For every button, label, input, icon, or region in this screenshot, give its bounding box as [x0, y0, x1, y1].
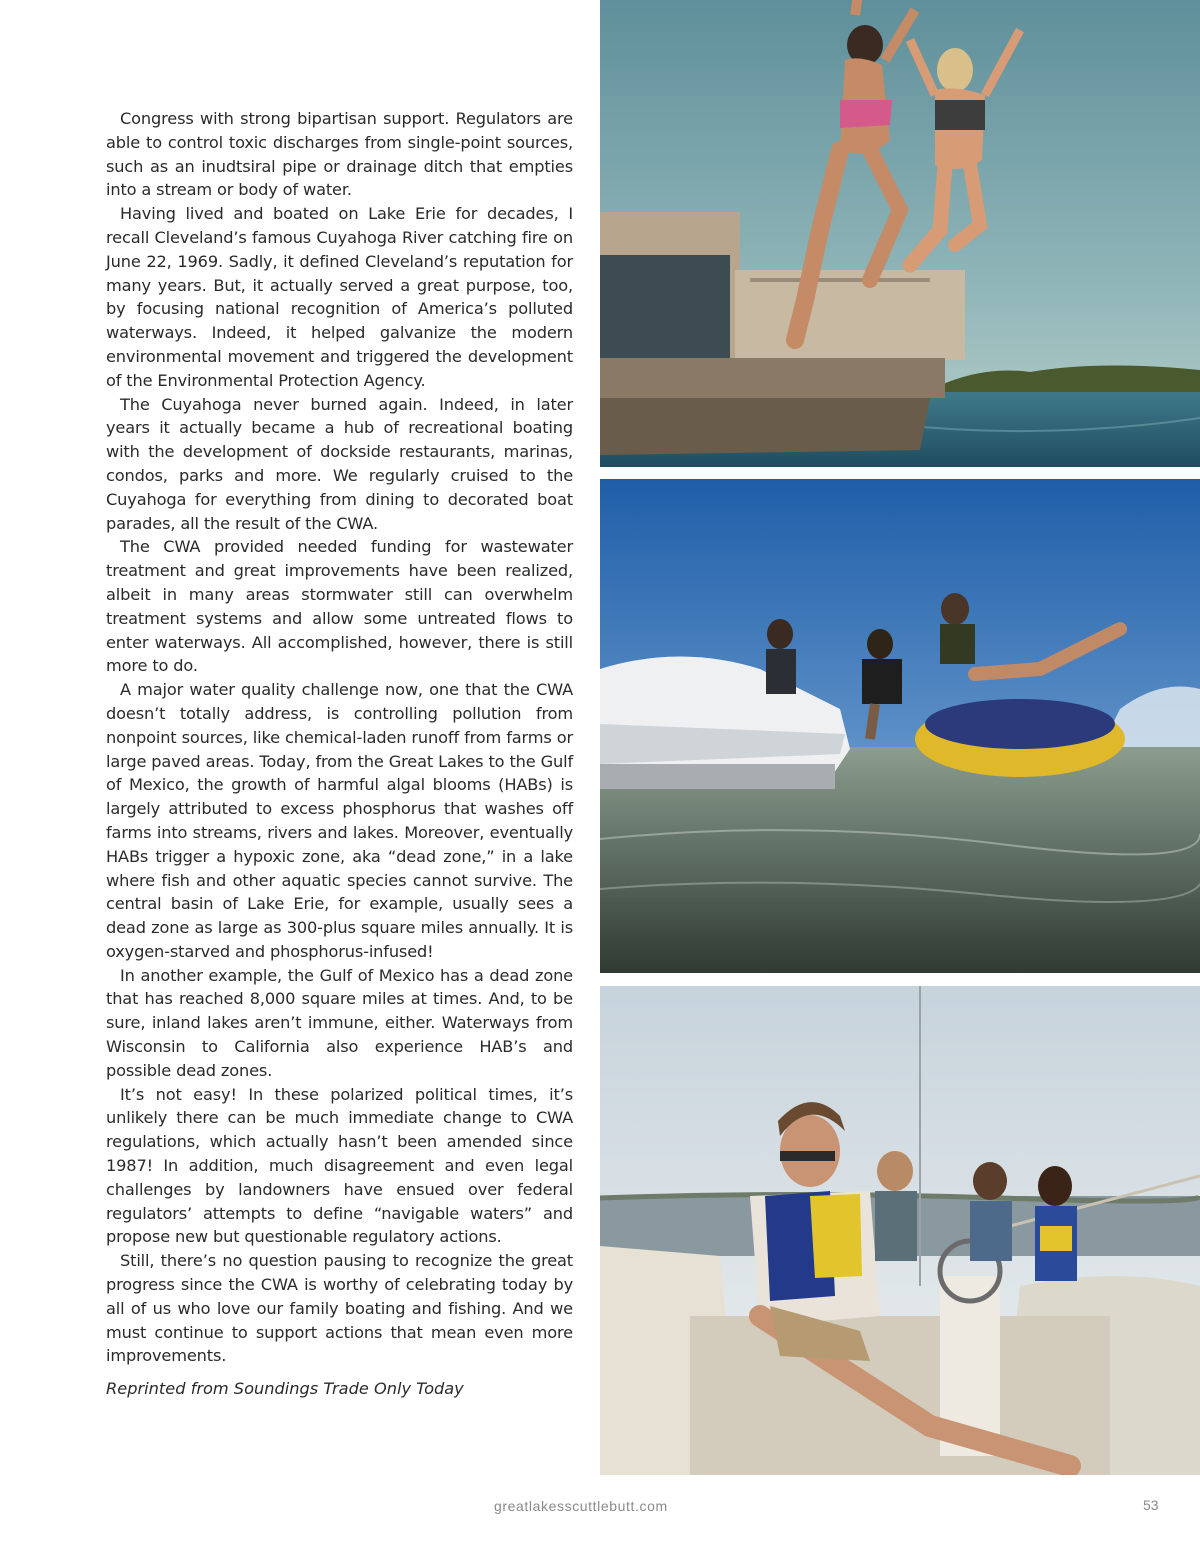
article-paragraph-7: It’s not easy! In these polarized political times, it’s unlikely there can be much immediate change to CWA regulations, which actually hasn’t been amended since 1987! In addition, much disagreement and even legal challenges by landowners have ensued over federal regulators’ attempts to define “navigable waters” and propose new but questionable regulatory actions. [106, 1084, 573, 1247]
article-paragraph-2: Having lived and boated on Lake Erie for decades, I recall Cleveland’s famous Cuyahoga River catching fire on June 22, 1969. Sadly, it defined Cleveland’s reputation for many years. But, it actually served a great purpose, too, by focusing national recognition of America’s polluted waterways. Indeed, it helped galvanize the modern environmental movement and triggered the development of the Environmental Protection Agency. [106, 204, 573, 390]
footer-website-url: greatlakesscuttlebutt.com [494, 1498, 668, 1514]
page-number: 53 [1143, 1497, 1159, 1513]
photo-tube-jump [600, 479, 1200, 973]
article-paragraph-4: The CWA provided needed funding for wastewater treatment and great improvements have been realized, albeit in many areas stormwater still can overwhelm treatment systems and allow some untreated flows to enter waterways. All accomplished, however, there is still more to do. [106, 537, 573, 676]
article-paragraph-3: The Cuyahoga never burned again. Indeed, in later years it actually became a hub of recreational boating with the development of dockside restaurants, marinas, condos, parks and more. We regularly cruised to the Cuyahoga for everything from dining to decorated boat parades, all the result of the CWA. [106, 394, 573, 533]
article-paragraph-1: Congress with strong bipartisan support. Regulators are able to control toxic discharges from single-point sources, such as an inudtsiral pipe or drainage ditch that empties into a stream or body of water. [106, 109, 573, 200]
photo-sailing-family [600, 986, 1200, 1475]
article-paragraph-5: A major water quality challenge now, one that the CWA doesn’t totally address, is controlling pollution from nonpoint sources, like chemical-laden runoff from farms or large paved areas. Today, from the Great Lakes to the Gulf of Mexico, the growth of harmful algal blooms (HABs) is largely attributed to excess phosphorus that washes off farms into streams, rivers and lakes. Moreover, eventually HABs trigger a hypoxic zone, aka “dead zone,” in a lake where fish and other aquatic species cannot survive. The central basin of Lake Erie, for example, usually sees a dead zone as large as 300-plus square miles annually. It is oxygen-starved and phosphorus-infused! [106, 680, 573, 961]
article-paragraph-6: In another example, the Gulf of Mexico has a dead zone that has reached 8,000 square miles at times. And, to be sure, inland lakes aren’t immune, either. Waterways from Wisconsin to California also experience HAB’s and possible dead zones. [106, 965, 573, 1080]
article-paragraph-8: Still, there’s no question pausing to recognize the great progress since the CWA is worthy of celebrating today by all of us who love our family boating and fishing. And we must continue to support actions that mean even more improvements. [106, 1251, 573, 1366]
photo-pontoon-jump [600, 0, 1200, 467]
reprint-credit: Reprinted from Soundings Trade Only Today [106, 1379, 464, 1399]
article-column [106, 107, 573, 1401]
